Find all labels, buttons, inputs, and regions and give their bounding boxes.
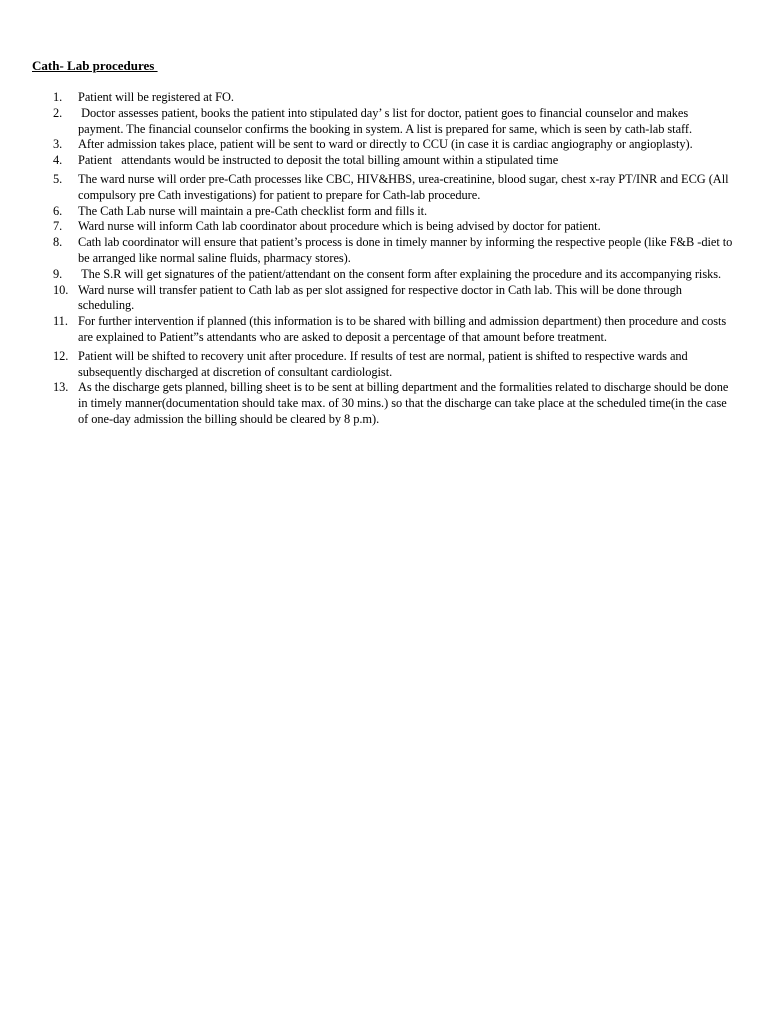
list-item-text: The S.R will get signatures of the patient/attendant on the consent form after explaining the procedure and its accompanying risks. (78, 266, 722, 281)
list-item (0, 267, 733, 283)
list-item (0, 283, 733, 315)
list-item-text: Patient attendants would be instructed to deposit the total billing amount within a stipulated time (78, 153, 559, 168)
list-item-number: 11. (53, 314, 68, 329)
list-item-text: Ward nurse will inform Cath lab coordinator about procedure which is being advised by doctor for patient. (78, 219, 601, 234)
list-item-number: 9. (53, 266, 63, 281)
list-item-text: Doctor assesses patient, books the patient into stipulated day’ s list for doctor, patient goes to financial counselor and makes payment. The financial counselor confirms the booking in system. A list is prepared for same, which is seen by cath-lab staff. (78, 105, 693, 136)
list-item (0, 219, 733, 235)
list-item (0, 153, 733, 169)
list-item (0, 349, 733, 381)
list-item-number: 5. (53, 171, 63, 186)
list-item-number: 3. (53, 137, 63, 152)
list-item-text: Patient will be shifted to recovery unit after procedure. If results of test are normal, patient is shifted to respective wards and subsequently discharged at discretion of consultant cardiologist. (78, 348, 691, 379)
list-item-number: 12. (53, 348, 69, 363)
list-item-text: Cath lab coordinator will ensure that patient’s process is done in timely manner by informing the respective people (like F&B -diet to be arranged like normal saline fluids, pharmacy stores). (78, 235, 736, 265)
list-item (0, 90, 733, 106)
list-item (0, 137, 733, 153)
list-item (0, 235, 736, 267)
document-title: Cath- Lab procedures (32, 58, 158, 73)
list-item-text: As the discharge gets planned, billing sheet is to be sent at billing department and the formalities related to discharge should be done in timely manner(documentation should take max. of 30 mins.) so that the discharge can take place at the scheduled time(in the case of one-day admission the billing should be cleared by 8 p.m). (78, 380, 732, 426)
list-item-number: 10. (53, 282, 69, 297)
list-item-number: 6. (53, 203, 63, 218)
list-item-number: 2. (53, 105, 63, 120)
list-item-text: The ward nurse will order pre-Cath processes like CBC, HIV&HBS, urea-creatinine, blood sugar, chest x-ray PT/INR and ECG (All compulsory pre Cath investigations) for patient to prepare for Cath-lab procedure. (78, 171, 732, 202)
list-item (0, 106, 733, 138)
list-item-number: 13. (53, 380, 69, 395)
list-item-number: 8. (53, 235, 63, 250)
procedure-list (0, 90, 768, 428)
list-item (0, 314, 733, 346)
list-item (0, 380, 733, 427)
list-item (0, 204, 733, 220)
list-item-text: The Cath Lab nurse will maintain a pre-Cath checklist form and fills it. (78, 203, 428, 218)
list-item-number: 1. (53, 90, 63, 104)
list-item (0, 172, 733, 204)
list-item-text: Ward nurse will transfer patient to Cath lab as per slot assigned for respective doctor in Cath lab. This will be done through scheduling. (78, 282, 686, 313)
list-item-text: After admission takes place, patient will be sent to ward or directly to CCU (in case it is cardiac angiography or angioplasty). (78, 137, 693, 152)
list-item-number: 4. (53, 153, 63, 168)
list-item-number: 7. (53, 219, 63, 234)
list-item-text: For further intervention if planned (this information is to be shared with billing and admission department) then procedure and costs are explained to Patient”s attendants who are asked to deposit a percentage of that amount before treatment. (78, 314, 730, 344)
list-item-text: Patient will be registered at FO. (78, 90, 234, 104)
